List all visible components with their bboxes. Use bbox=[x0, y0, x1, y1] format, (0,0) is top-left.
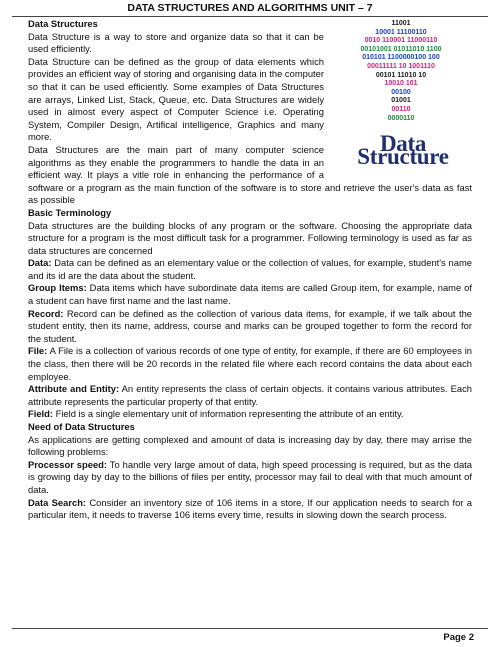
binary-line: 10001 11100110 bbox=[375, 28, 427, 36]
term-text: An entity represents the class of certain objects. it contains various attributes. Each attribute represents the particular property of that entity. bbox=[28, 383, 473, 407]
term-data bbox=[28, 257, 472, 282]
binary-line: 00101001 01011010 1100 bbox=[360, 45, 442, 53]
term-label: File: bbox=[28, 345, 48, 357]
binary-line: 11001 bbox=[391, 20, 411, 27]
binary-line: 00011111 10 1001110 bbox=[367, 62, 435, 70]
paragraph-definition: Data Structure is a way to store and organize data so that it can be used efficiently. bbox=[28, 30, 324, 55]
data-structure-figure bbox=[330, 18, 472, 178]
term-field bbox=[28, 408, 472, 421]
term-text: Data items which have subordinate data items are called Group item, for example, name of a student can have first name and the last name. bbox=[28, 282, 472, 307]
term-label: Record: bbox=[28, 307, 64, 319]
term-record bbox=[28, 308, 472, 346]
term-label: Field: bbox=[28, 408, 53, 420]
heading-need-of-data-structures: Need of Data Structures bbox=[28, 421, 135, 432]
term-label: Data: bbox=[28, 257, 52, 269]
term-file bbox=[28, 345, 472, 383]
binary-line: 01001 bbox=[391, 97, 411, 105]
binary-line: 10010 101 bbox=[384, 80, 418, 88]
term-label: Data Search: bbox=[28, 496, 87, 508]
figure-title: Data Structure bbox=[357, 131, 449, 169]
binary-pattern bbox=[330, 18, 472, 123]
binary-line: 0000110 bbox=[387, 114, 415, 122]
heading-data-structures: Data Structures bbox=[28, 18, 98, 29]
term-text: Field is a single elementary unit of information representing the attribute of an entity. bbox=[53, 408, 404, 420]
term-text: Data can be defined as an elementary value or the collection of values, for example, student's name and its id are the data about the student. bbox=[28, 257, 472, 281]
binary-line: 00110 bbox=[391, 105, 411, 113]
term-text: Consider an inventory size of 106 items in a store, If our application needs to search for a particular item, it needs to traverse 106 items every time, results in slowing down the search process. bbox=[28, 496, 472, 521]
term-group-items bbox=[28, 282, 472, 307]
page-header: DATA STRUCTURES AND ALGORITHMS UNIT – 7 bbox=[12, 2, 488, 17]
term-label: Group Items: bbox=[28, 282, 87, 294]
term-label: Processor speed: bbox=[28, 458, 108, 470]
binary-line: 0010 110001 11000110 bbox=[364, 37, 438, 45]
term-text: A File is a collection of various records of one type of entity, for example, if there are 60 employees in the class, then there will be 20 records in the related file where each record contains the data about each employee. bbox=[28, 345, 472, 382]
binary-line: 00101 11010 10 bbox=[375, 71, 427, 79]
page-footer bbox=[12, 628, 488, 643]
term-processor-speed bbox=[28, 459, 472, 497]
heading-basic-terminology: Basic Terminology bbox=[28, 206, 112, 218]
term-data-search bbox=[28, 497, 472, 522]
paragraph-group-definition: Data Structure can be defined as the group of data elements which provides an efficient way of storing and organising data in the computer so that it can be used efficiently. Some examples of Data Structures are arrays, Linked List, Stack, Queue, etc. Data Structures are widely used in almost every aspect of Computer Science i.e. Operating System, Compiler Design, Artifical intelligence, Graphics and many more. bbox=[28, 55, 324, 143]
paragraph-main-part: Data Structures are the main part of many computer science algorithms as they enable the programmers to handle the data in an efficient way. It plays a vitle role in enhancing the performance of a software or a program as the main function of the software is to store and retrieve the user's data as fast as possible bbox=[28, 143, 472, 206]
paragraph-problems: As applications are getting complexed and amount of data is increasing day by day, there may arrise the following problems: bbox=[28, 433, 472, 458]
binary-line: 00100 bbox=[391, 88, 411, 96]
term-label: Attribute and Entity: bbox=[28, 383, 120, 395]
page-number: Page 2 bbox=[443, 632, 474, 643]
term-text: To handle very large amout of data, high speed processing is required, but as the data is growing day by day to the billions of files per entity, processor may fail to deal with that much amount of data. bbox=[28, 458, 472, 495]
document-body bbox=[28, 18, 472, 522]
term-attribute-entity bbox=[28, 383, 472, 408]
binary-line: 010101 1100000100 100 bbox=[362, 54, 440, 62]
paragraph-building-blocks: Data structures are the building blocks of any program or the software. Choosing the appropriate data structure for a program is the most difficult task for a programmer. Following terminology is used as far as data structures are concerned bbox=[28, 219, 472, 256]
term-text: Record can be defined as the collection of various data items, for example, if we talk about the student entity, then its name, address, course and marks can be grouped together to form the record for the student. bbox=[28, 307, 472, 344]
intro-block bbox=[28, 18, 472, 207]
